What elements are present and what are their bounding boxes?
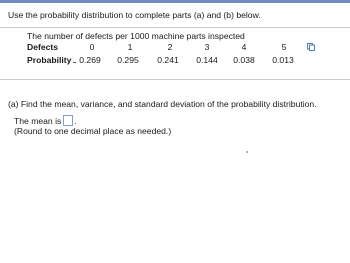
defects-row-label: Defects [27, 42, 59, 52]
defects-cell: 3 [204, 42, 210, 52]
rounding-note: (Round to one decimal place as needed.) [14, 126, 172, 136]
part-a-question: (a) Find the mean, variance, and standard deviation of the probability distribution. [8, 99, 317, 109]
defects-cell: 4 [241, 42, 247, 52]
defects-cell: 2 [167, 42, 173, 52]
defects-cell: 5 [281, 42, 287, 52]
answer-period: . [74, 115, 77, 126]
probability-cell: 0.144 [196, 55, 218, 65]
stray-mark [246, 151, 248, 153]
probability-distribution-table [0, 0, 350, 80]
mean-prompt-label: The mean is [14, 115, 62, 126]
probability-cell: 0.269 [79, 55, 101, 65]
probability-cell: 0.241 [157, 55, 179, 65]
mean-answer-input[interactable] [63, 115, 73, 126]
mean-answer-line [14, 115, 77, 126]
probability-cell: 0.038 [233, 55, 255, 65]
defects-cell: 1 [127, 42, 133, 52]
defects-cell: 0 [89, 42, 95, 52]
table-caption: The number of defects per 1000 machine parts inspected [27, 31, 245, 41]
section-divider [0, 79, 350, 80]
probability-cell: 0.013 [272, 55, 294, 65]
probability-row-label: Probability [27, 55, 72, 65]
copy-icon[interactable] [307, 43, 315, 51]
row-marker [73, 62, 76, 63]
instructions-text: Use the probability distribution to complete parts (a) and (b) below. [8, 10, 261, 20]
probability-cell: 0.295 [117, 55, 139, 65]
